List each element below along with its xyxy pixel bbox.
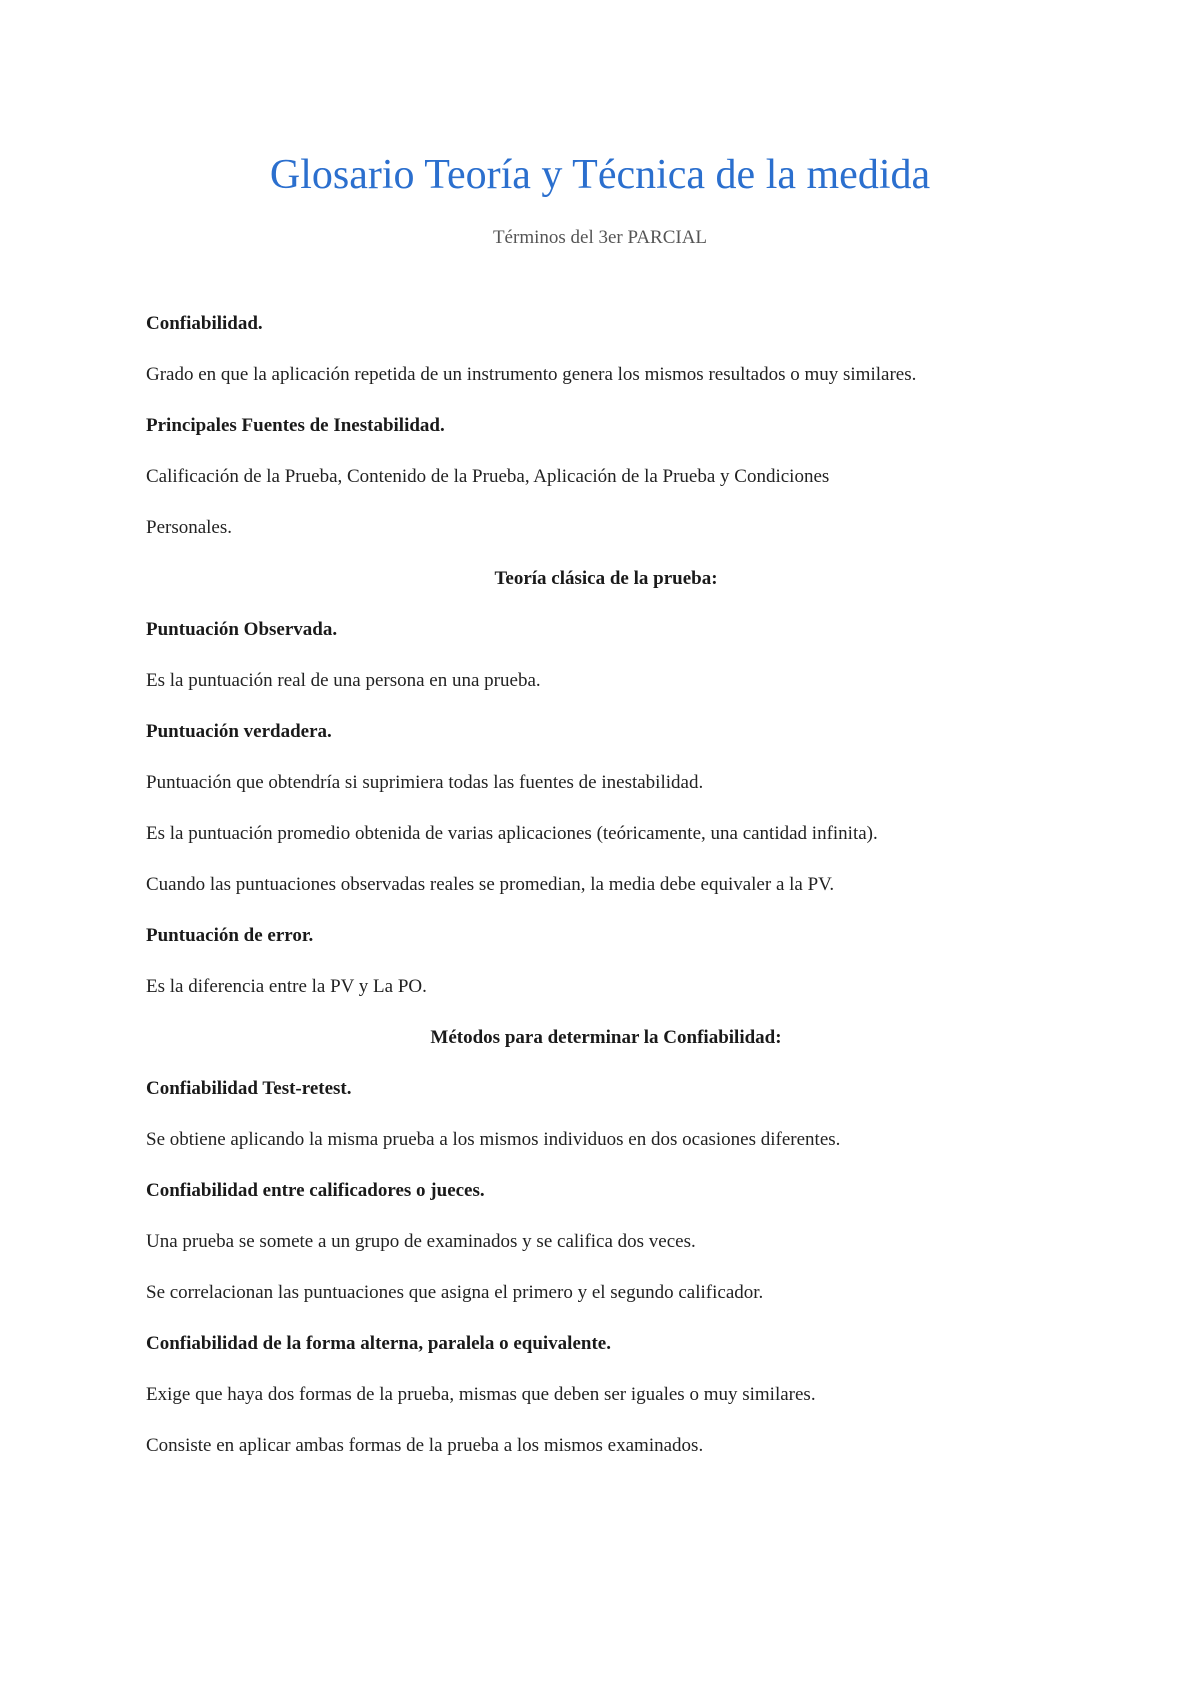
definition-puntuacion-verdadera-2: Es la puntuación promedio obtenida de varias aplicaciones (teóricamente, una cantidad infinita). <box>146 823 878 844</box>
section-heading-metodos: Métodos para determinar la Confiabilidad: <box>430 1027 782 1048</box>
term-puntuacion-verdadera: Puntuación verdadera. <box>146 721 332 742</box>
term-fuentes-inestabilidad: Principales Fuentes de Inestabilidad. <box>146 415 445 436</box>
definition-confiabilidad: Grado en que la aplicación repetida de un instrumento genera los mismos resultados o muy similares. <box>146 364 917 385</box>
definition-puntuacion-verdadera-1: Puntuación que obtendría si suprimiera todas las fuentes de inestabilidad. <box>146 772 704 793</box>
term-confiabilidad: Confiabilidad. <box>146 313 263 334</box>
definition-puntuacion-verdadera-3: Cuando las puntuaciones observadas reales se promedian, la media debe equivaler a la PV. <box>146 874 835 895</box>
term-puntuacion-observada: Puntuación Observada. <box>146 619 338 640</box>
definition-puntuacion-observada: Es la puntuación real de una persona en una prueba. <box>146 670 541 691</box>
section-heading-teoria-clasica: Teoría clásica de la prueba: <box>494 568 718 589</box>
definition-entre-calificadores-2: Se correlacionan las puntuaciones que asigna el primero y el segundo calificador. <box>146 1282 764 1303</box>
definition-puntuacion-error: Es la diferencia entre la PV y La PO. <box>146 976 427 997</box>
document-subtitle: Términos del 3er PARCIAL <box>492 227 708 248</box>
term-test-retest: Confiabilidad Test-retest. <box>146 1078 352 1099</box>
term-puntuacion-error: Puntuación de error. <box>146 925 314 946</box>
definition-fuentes-inestabilidad: Calificación de la Prueba, Contenido de la Prueba, Aplicación de la Prueba y Condiciones <box>146 466 830 487</box>
term-entre-calificadores: Confiabilidad entre calificadores o jueces. <box>146 1180 485 1201</box>
definition-test-retest: Se obtiene aplicando la misma prueba a los mismos individuos en dos ocasiones diferentes. <box>146 1129 841 1150</box>
glossary-body <box>146 311 1066 1484</box>
term-forma-alterna: Confiabilidad de la forma alterna, paralela o equivalente. <box>146 1333 611 1354</box>
definition-forma-alterna-2: Consiste en aplicar ambas formas de la prueba a los mismos examinados. <box>146 1435 704 1456</box>
document-title: Glosario Teoría y Técnica de la medida <box>269 152 931 198</box>
definition-forma-alterna-1: Exige que haya dos formas de la prueba, mismas que deben ser iguales o muy similares. <box>146 1384 816 1405</box>
definition-fuentes-inestabilidad-cont: Personales. <box>146 517 233 538</box>
definition-entre-calificadores-1: Una prueba se somete a un grupo de examinados y se califica dos veces. <box>146 1231 696 1252</box>
